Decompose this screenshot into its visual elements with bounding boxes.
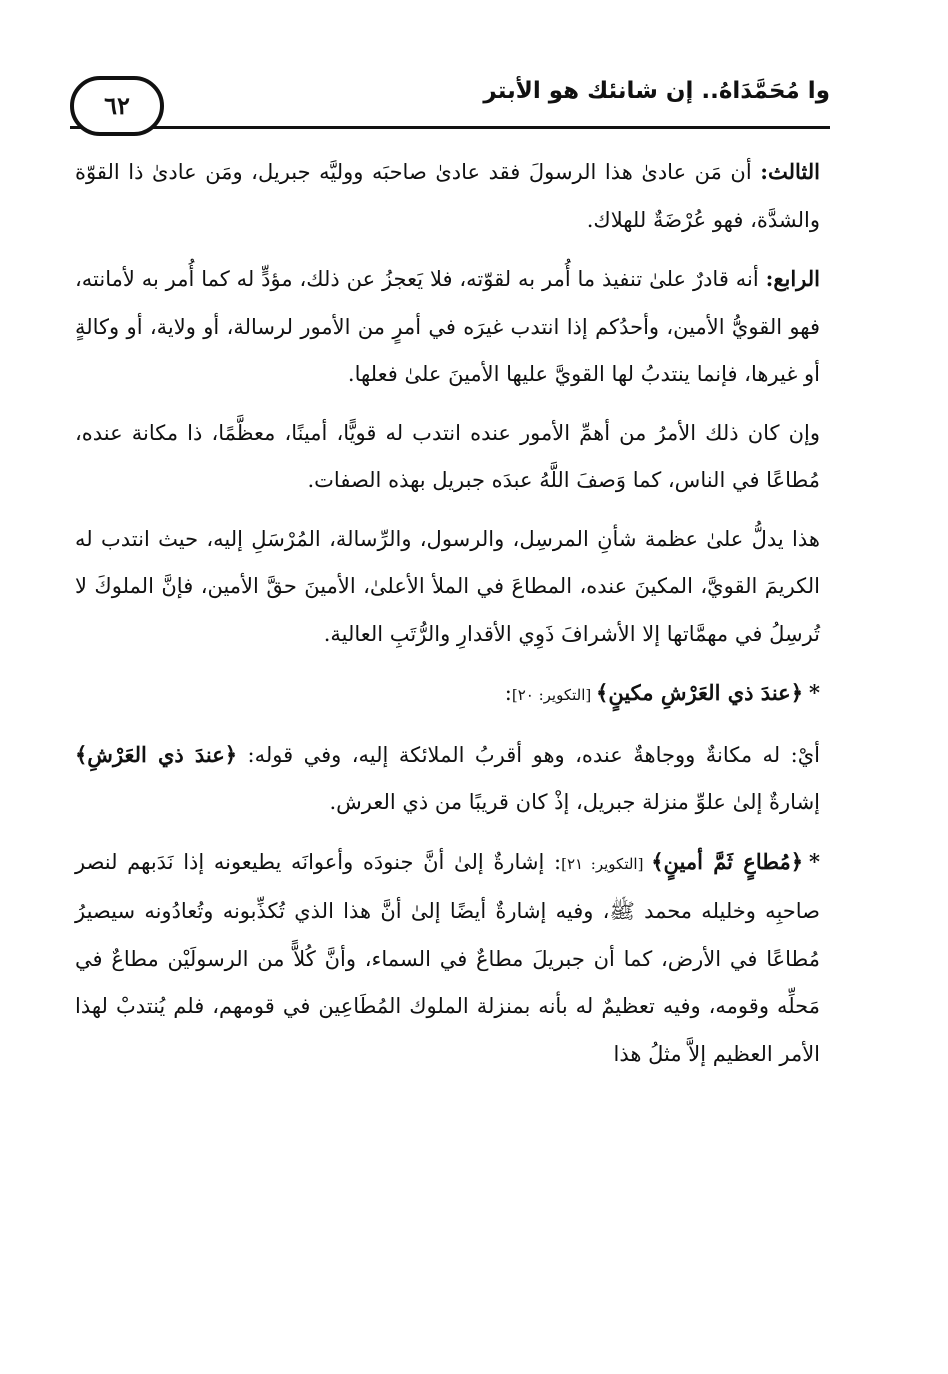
paragraph-explanation (75, 731, 820, 827)
header-rule (70, 126, 830, 129)
paragraph-lead: الرابع: (765, 266, 820, 291)
paragraph-lead: الثالث: (760, 159, 820, 184)
verse-reference: [التكوير: ٢١] (561, 854, 652, 873)
verse-tail: : (504, 681, 512, 705)
page-header (70, 60, 830, 140)
paragraph-fourth-point (75, 255, 820, 399)
quran-verse: ﴿مُطاعٍ ثَمَّ أمينٍ﴾ (651, 848, 804, 874)
paragraph-text: : إشارةٌ إلىٰ أنَّ جنودَه وأعوانَه يطيعونه إذا نَدَبهم لنصر صاحبِه وخليله محمد ﷺ، وفيه إشارةٌ أيضًا إلىٰ أنَّ هذا الذي تُكذِّبونه وتُعادُونه سيصيرُ مُطاعًا في الأرض، كما أن جبريلَ مطاعٌ في السماء، وأنَّ كُلاًّ من الرسولَيْن مطاعٌ في مَحلِّه وقومه، وفيه تعظيمٌ له بأنه بمنزلة الملوك المُطَاعِين في قومهم، فلم يُنتدبْ لهذا الأمر العظيم إلاَّ مثلُ هذا (75, 849, 820, 1066)
paragraph-greatness: هذا يدلُّ علىٰ عظمة شأنِ المرسِل، والرسول، والرِّسالة، المُرْسَلِ إليه، حيث انتدب له الكريمَ القويَّ، المكينَ عنده، المطاعَ في الملأ الأعلىٰ، الأمينَ حقَّ الأمين، فإنَّ الملوكَ لا تُرسِلُ في مهمَّاتها إلا الأشرافَ ذَوِي الأقدارِ والرُّتَبِ العالية. (75, 526, 820, 646)
paragraph-importance: وإن كان ذلك الأمرُ من أهمِّ الأمور عنده انتدب له قويًّا، أمينًا، معظَّمًا، ذا مكانة عنده، مُطاعًا في الناس، كما وَصفَ اللَّهُ عبدَه جبريل بهذه الصفات. (75, 420, 820, 492)
paragraph-text: أنه قادرٌ علىٰ تنفيذ ما أُمر به لقوّته، فلا يَعجزُ عن ذلك، مؤدٍّ له كما أُمر به لأمانته، فهو القويُّ الأمين، وأحدُكم إذا انتدب غيرَه في أمرٍ من الأمور لرسالة، أو ولاية، أو وكالةٍ أو غيرها، فإنما ينتدبُ لها القويَّ عليها الأمينَ علىٰ فعلها. (75, 267, 820, 386)
paragraph-text: أيْ: له مكانةٌ ووجاهةٌ عنده، وهو أقربُ الملائكة إليه، وفي قوله: (237, 742, 820, 767)
bullet-asterisk: * (809, 848, 820, 874)
bullet-asterisk: * (809, 680, 820, 705)
page-number: ٦٢ (104, 91, 130, 120)
paragraph-third-point (75, 148, 820, 244)
quran-verse: ﴿عندَ ذي العَرْشِ مكينٍ﴾ (596, 680, 804, 705)
running-title: وا مُحَمَّدَاهُ.. إن شانئك هو الأبتر (483, 78, 830, 104)
page-number-frame (70, 76, 164, 136)
body-text (75, 148, 820, 1089)
verse-heading-mutaa (75, 838, 820, 1079)
quran-verse: ﴿عندَ ذي العَرْشِ﴾ (75, 741, 238, 767)
paragraph-text: إشارةٌ إلىٰ علوِّ منزلة جبريل، إذْ كان قريبًا من ذي العرش. (329, 790, 820, 814)
paragraph-text: أن مَن عادىٰ هذا الرسولَ فقد عادىٰ صاحبَه ووليَّه جبريل، ومَن عادىٰ ذا القوّة والشدَّة، فهو عُرْضَةٌ للهلاك. (75, 160, 820, 232)
verse-heading-makeen (75, 669, 820, 720)
verse-reference: [التكوير: ٢٠] (511, 686, 597, 704)
